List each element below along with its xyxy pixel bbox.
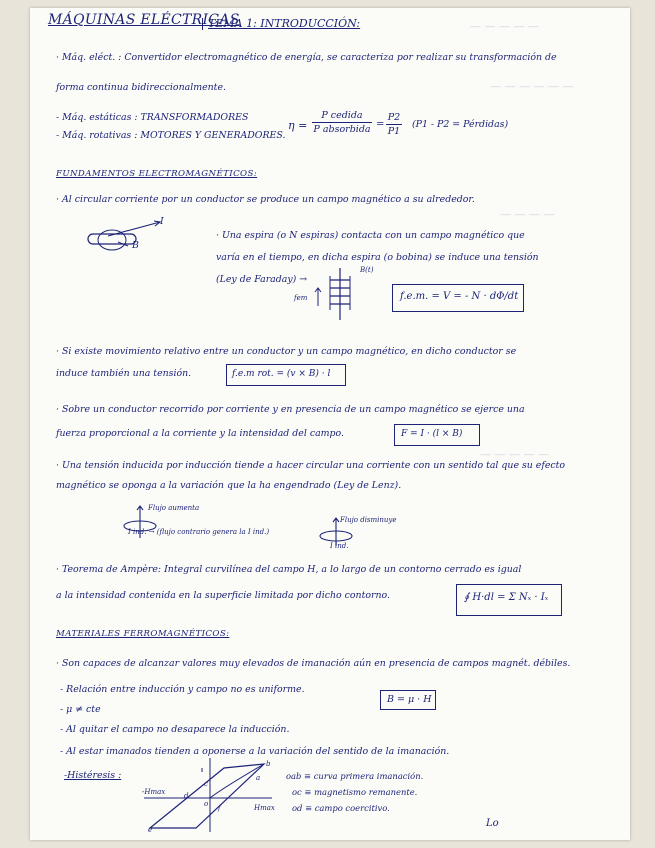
- ferro-line-4: - Al quitar el campo no desaparece la inducción.: [60, 724, 290, 735]
- point-e: e: [148, 826, 153, 834]
- fem-label: fem: [294, 294, 308, 302]
- definition-line-1: · Máq. eléct. : Convertidor electromagnético de energía, se caracteriza por realizar su transformación de: [56, 52, 557, 63]
- efficiency-fraction: [312, 110, 372, 135]
- point-f: f: [218, 804, 221, 812]
- bleed-through: — — — — — —: [490, 80, 574, 93]
- current-label: I: [160, 216, 164, 227]
- losses-note: (P1 - P2 = Pérdidas): [412, 119, 509, 130]
- power-ratio-num: P2: [387, 112, 401, 123]
- fundamentals-p2-line-3: (Ley de Faraday) →: [216, 274, 308, 285]
- power-ratio-den: P1: [387, 126, 401, 137]
- point-a: a: [256, 774, 261, 782]
- static-machines: - Máq. estáticas : TRANSFORMADORES: [56, 112, 249, 123]
- fundamentals-p3-line-2: induce también una tensión.: [56, 368, 192, 379]
- efficiency-equals: =: [376, 119, 385, 130]
- fundamentals-p4-line-2: fuerza proporcional a la corriente y la intensidad del campo.: [56, 428, 345, 439]
- topic-title: TEMA 1: INTRODUCCIÓN:: [202, 18, 360, 30]
- rotating-machines: - Máq. rotativas : MOTORES Y GENERADORES.: [56, 130, 286, 141]
- lenz-label-induced: I ind. → (flujo contrario genera la I ind.): [128, 528, 270, 536]
- hysteresis-legend-2: oc ≡ magnetismo remanente.: [292, 787, 418, 797]
- fundamentals-p3-line-1: · Si existe movimiento relativo entre un conductor y un campo magnético, en dicho conductor se: [56, 346, 517, 357]
- fundamentals-p4-line-1: · Sobre un conductor recorrido por corriente y en presencia de un campo magnético se ejerce una: [56, 404, 525, 415]
- conductor-body: [88, 234, 136, 244]
- fundamentals-p2-line-1: · Una espira (o N espiras) contacta con un campo magnético que: [216, 230, 525, 241]
- fundamentals-p1: · Al circular corriente por un conductor se produce un campo magnético a su alrededor.: [56, 194, 475, 205]
- ferro-line-5: - Al estar imanados tienden a oponerse a la variación del sentido de la imanación.: [60, 746, 450, 757]
- b-vector-label: B: [132, 240, 139, 251]
- point-o: o: [204, 800, 209, 808]
- bleed-through: — — — — —: [480, 448, 549, 461]
- point-b: b: [266, 760, 271, 768]
- ampere-formula: ∮ H·dl = Σ Nₓ · Iₓ: [464, 592, 549, 603]
- ferro-line-1: · Son capaces de alcanzar valores muy elevados de imanación aún en presencia de campos magnét. débiles.: [56, 658, 571, 669]
- fundamentals-p2-line-2: varía en el tiempo, en dicha espira (o bobina) se induce una tensión: [216, 252, 539, 263]
- point-d: d: [184, 792, 189, 800]
- hmax-positive: Hmax: [254, 804, 275, 812]
- section-fundamentals: FUNDAMENTOS ELECTROMAGNÉTICOS:: [56, 169, 258, 179]
- point-c: c: [204, 780, 208, 788]
- bleed-through: — — — —: [500, 208, 555, 221]
- ferro-line-2: - Relación entre inducción y campo no es uniforme.: [60, 684, 305, 695]
- force-formula: F = I · (l × B): [401, 429, 463, 439]
- notebook-page: [30, 8, 630, 840]
- lenz-label-induced-2: I ind.: [330, 542, 349, 550]
- current-arrow: [108, 222, 160, 236]
- page-title: MÁQUINAS ELÉCTRICAS: [48, 12, 240, 28]
- efficiency-numerator: P cedida: [321, 110, 363, 121]
- signature: Lo: [486, 818, 499, 829]
- definition-line-2: forma continua bidireccionalmente.: [56, 82, 226, 93]
- hysteresis-label: -Histéresis :: [64, 770, 122, 781]
- eta-symbol: η =: [288, 119, 308, 132]
- fundamentals-p6-line-1: · Teorema de Ampère: Integral curvilínea del campo H, a lo largo de un contorno cerrado es igual: [56, 564, 522, 575]
- bleed-through: — — — — —: [470, 20, 539, 33]
- b-mu-h-formula: B = μ · H: [387, 694, 432, 705]
- faraday-formula: f.e.m. = V = - N · dΦ/dt: [400, 291, 519, 302]
- hysteresis-legend-3: od ≡ campo coercitivo.: [292, 803, 390, 813]
- ferro-line-3: - μ ≠ cte: [60, 704, 101, 715]
- conductor-field-sketch: [82, 218, 172, 268]
- lenz-label-decrease: Flujo disminuye: [340, 516, 397, 524]
- fundamentals-p5-line-2: magnético se oponga a la variación que la ha engendrado (Ley de Lenz).: [56, 480, 402, 491]
- power-ratio: [386, 112, 402, 137]
- section-ferromagnetic: MATERIALES FERROMAGNÉTICOS:: [56, 629, 230, 639]
- hysteresis-legend-1: oab ≡ curva primera imanación.: [286, 771, 424, 781]
- lenz-label-increase: Flujo aumenta: [148, 504, 200, 512]
- hmax-negative: -Hmax: [142, 788, 166, 796]
- field-line: [98, 230, 126, 250]
- fundamentals-p5-line-1: · Una tensión inducida por inducción tiende a hacer circular una corriente con un sentido tal que su efecto: [56, 460, 566, 471]
- efficiency-denominator: P absorbida: [313, 124, 371, 135]
- fundamentals-p6-line-2: a la intensidad contenida en la superficie limitada por dicho contorno.: [56, 590, 390, 601]
- motional-formula: f.e.m rot. = (v × B) · l: [232, 369, 331, 379]
- b-t-label: B(t): [360, 266, 374, 274]
